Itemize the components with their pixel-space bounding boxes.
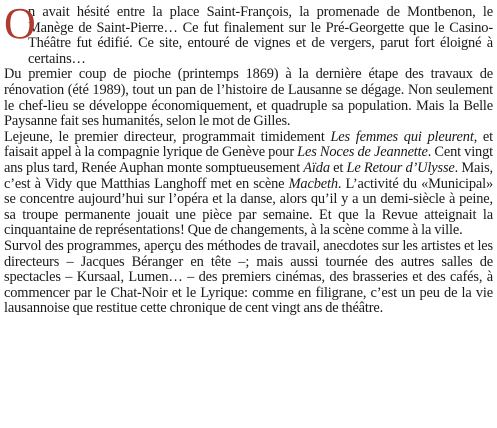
paragraph-history xyxy=(4,67,493,129)
title-italic: Les Noces de Jeannette xyxy=(297,144,428,161)
paragraph-history-text: Du premier coup de pioche (printemps 1869) à la dernière étape des travaux de rénovation (été 1989), tout un pan de l’histoire de Lausanne se dégage. Non seulement le chef-lieu se développe économiquement, et quadruple sa population. Mais la Belle Paysanne fait ses humanités, selon le mot de Gilles. xyxy=(4,66,493,130)
title-italic: Aïda xyxy=(303,159,330,176)
text-segment: Lejeune, le premier directeur, programmait timidement xyxy=(4,128,331,145)
paragraph-directors xyxy=(4,130,493,239)
title-italic: Macbeth xyxy=(288,175,338,192)
text-segment: . Mais, c’est à Vidy que Matthias Langhoff met en scène xyxy=(4,159,494,192)
paragraph-intro xyxy=(28,5,493,67)
title-italic: Les femmes qui pleurent xyxy=(330,128,474,145)
text-segment: . L’activité du «Municipal» se concentre aujourd’hui sur l’opéra et la danse, alors qu’il y a un demi-siècle à peine, sa troupe permanente jouait une pièce par semaine. Et que la Revue atteignait la cinquantaine de représentations! Que de changements, à la scène comme à la ville. xyxy=(4,175,493,239)
paragraph-survey xyxy=(4,239,493,317)
paragraph-survey-text: Survol des programmes, aperçu des méthodes de travail, anecdotes sur les artistes et les directeurs – Jacques Béranger en tête –; mais aussi tournée des autres salles de spectacles – Kursaal, Lumen… – des premiers cinémas, des brasseries et des cafés, à commencer par le Chat-Noir et le Lyrique: comme en filigrane, c’est un peu de la vie lausannoise que restitue cette chronique de cent vingt ans de théâtre. xyxy=(4,237,493,317)
drop-cap: O xyxy=(4,0,36,48)
text-segment: , et faisait appel à la compagnie lyrique de Genève pour xyxy=(4,128,493,161)
text-segment: et xyxy=(329,159,347,176)
paragraph-intro-text: n avait hésité entre la place Saint-François, la promenade de Montbenon, le Manège de Saint-Pierre… Ce fut finalement sur le Pré-Georgette que le Casino-Théâtre fut édifié. Ce site, entouré de vignes et de vergers, parut fort éloigné à certains… xyxy=(28,4,493,67)
title-italic: Le Retour d’Ulysse xyxy=(346,159,455,176)
text-segment: . Cent vingt ans plus tard, Renée Auphan monte somptueusement xyxy=(4,144,493,176)
